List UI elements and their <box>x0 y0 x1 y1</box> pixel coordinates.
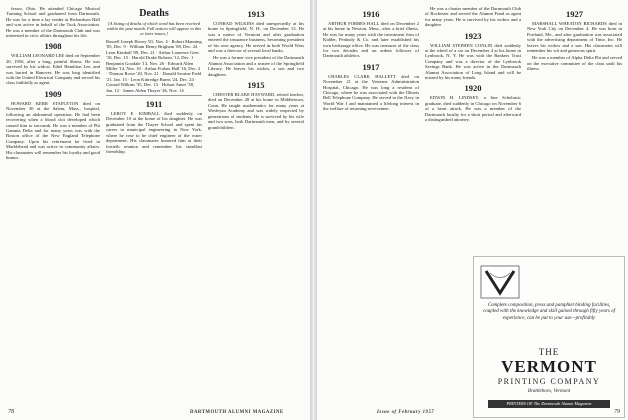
intro-paragraph: fessor, Ohio. He attended Chicago Musical Training School and graduated from Dartmouth. He was for a time a lay reader at Richardson Hall and was active in behalf of the Tuck Association. He was a member of the Dartmouth Club and was interested in civic affairs throughout his life. <box>6 6 100 39</box>
deaths-note: [A listing of deaths of which word has been received within the past month. Full notices will appear in this or later issues.] <box>106 21 202 36</box>
deaths-list: Russell Joseph Hovey '01, Nov. 4 · Robert Manning '05, Dec. 9 · William Henry Brigham '08, Dec. 24 · Leon Kimball '09, Dec. 21 · Arthur Laurence Geer '10, Dec. 15 · Harold Drake Roberts '12, Dec. 1 · Benjamin Goodale '13, Nov. 26 · Edward Allen Miller '14, Nov. 10 · Arthur Forbes Hall '16, Dec. 2 · Thomas Rowe '20, Nov. 21 · Donald Swaine Field '21, Jan. 13 · Leon Kittredge Burns '24, Dec. 24 · Conrad Wilkins '35, Dec. 13 · Hobart Ames '38, Jan. 12 · James Alden Thayer '46, Nov. 14 <box>106 39 202 93</box>
right-column-2 <box>425 6 521 256</box>
running-footer-left: DARTMOUTH ALUMNI MAGAZINE <box>190 410 284 415</box>
class-heading-1913: 1913 <box>247 9 265 19</box>
spine-gutter <box>310 0 317 420</box>
divider <box>106 95 202 96</box>
left-column-1 <box>6 6 100 162</box>
obituary-1909: HOWARD KERR STAPLETON died on November 30 at the Salem, Mass., hospital, following an abdominal operation. He had been recovering when a blood clot developed which caused him to succumb. He was a member of Phi Gamma Delta and for many years was with the Boston office of the New England Telephone Company. Upon his retirement he lived in Marblehead and was active in community affairs. His classmates will remember his loyalty and good humor. <box>6 100 100 160</box>
obituary-1923: WILLIAM STEPHEN CONLIN died suddenly at the wheel of a car on December 4 at his home in Lynbrook, N. Y. He was with the Bankers Trust Company and was a director of the Lynbrook Savings Bank. He was active in the Dartmouth Alumni Association of Long Island and will be missed by his many friends. <box>425 42 521 81</box>
class-heading-1917: 1917 <box>362 61 380 72</box>
page-number-left: 78 <box>8 409 14 415</box>
class-heading-1908: 1908 <box>44 41 62 52</box>
page-number-right: 79 <box>614 409 620 415</box>
class-heading-1911: 1911 <box>145 99 163 110</box>
obituary-1916: ARTHUR FORBES HALL died on December 2 at his home in Newton, Mass., after a brief illness. He was for many years with the investment firm of Kidder, Peabody & Co. and later established his own brokerage office. He was treasurer of the class for two decades and an ardent follower of Dartmouth athletics. <box>323 21 419 59</box>
class-heading-1916: 1916 <box>362 9 380 19</box>
running-footer-right: Issue of February 1957 <box>377 410 435 415</box>
obituary-1918-cont: He was a charter member of the Dartmouth Club of Rochester and served the Alumni Fund as agent for many years. He is survived by his widow and a daughter. <box>425 6 521 28</box>
right-page <box>317 0 628 420</box>
obituary-1920: EDWIN H. LINDSEY, a fine Scholastic graduate, died suddenly in Chicago on November 6 of a heart attack. He was a member of the Dartmouth faculty for a short period and afterward a distinguished attorney. <box>425 95 521 123</box>
ad-location: Brattleboro, Vermont <box>527 389 571 394</box>
class-heading-1909: 1909 <box>44 88 62 99</box>
ad-company-type: PRINTING COMPANY <box>497 377 601 386</box>
obituary-1908: WILLIAM LEONARD LEE died on September 20, 1956, after a long, painful illness. He was survived by his widow, Ethel Hamilton Lee, and was buried in Hanover. He was long identified with the United Electrical Company and served his class faithfully as agent. <box>6 53 100 86</box>
obituary-1927: MARSHALL WHEATON RICHARDS died in New York City on December 4. He was born in Portland, Me., and after graduation was associated with the advertising department of Time, Inc. He leaves his widow and a son. His classmates will remember his wit and generous spirit. <box>527 21 622 54</box>
obituary-1913: CONRAD WILKINS died unexpectedly at his home in Springfield, N. H., on December 13. He was a native of Vermont and after graduation entered the insurance business, becoming president of his own agency. He served in both World Wars and was a director of several local banks. <box>208 21 304 54</box>
obituary-1913-cont: He was a former vice president of the Dartmouth Alumni Association and a trustee of the Springfield Library. He leaves his widow, a son and two daughters. <box>208 55 304 77</box>
ad-the: THE <box>538 347 560 357</box>
vermont-printing-advertisement <box>473 256 625 418</box>
obituary-1911: LEROY E. KIMBALL died suddenly on December 10 at the home of his daughter. He was graduated from the Thayer School and spent his career in municipal engineering in New York, where he rose to be chief engineer of the water department. His classmates honored him at their fortieth reunion and remember his steadfast friendship. <box>106 111 202 154</box>
class-heading-1927: 1927 <box>566 9 583 19</box>
deaths-heading: Deaths <box>139 8 169 19</box>
printer-emblem-icon <box>480 265 520 299</box>
left-page <box>0 0 310 420</box>
ad-printers-band: PRINTERS OF The Dartmouth Alumni Magazine <box>488 400 610 408</box>
obituary-1917: CHARLES CLARK HALLETT died on November 21 at the Veterans Administration Hospital, Chicago. He was long a resident of Chicago, where he was associated with the Illinois Bell Telephone Company. He served in the Navy in World War I and maintained a lifelong interest in the welfare of returning servicemen. <box>323 73 419 112</box>
ad-tagline: Complete composition, press and pamphlet binding facilities, coupled with the knowledge and skill gained through fifty years of experience, can be put to your use—profitably <box>482 303 616 321</box>
right-column-1 <box>323 6 419 114</box>
obituary-1927-cont: He was a member of Alpha Delta Phi and served on the executive committee of the class until his illness. <box>527 55 622 72</box>
class-heading-1915: 1915 <box>247 80 265 91</box>
obituary-1915: CHESTER BLAKE HAYWARD, retired teacher, died on December 28 at his home in Middletown, Conn. He taught mathematics for many years at Wesleyan Academy and was widely respected by generations of students. He is survived by his wife and two sons, both Dartmouth men, and by several grandchildren. <box>208 92 304 130</box>
class-heading-1920: 1920 <box>464 83 482 94</box>
left-column-2 <box>106 6 202 156</box>
class-heading-1923: 1923 <box>464 30 482 41</box>
ad-company-name: VERMONT <box>501 357 597 376</box>
left-column-3 <box>208 6 304 132</box>
right-column-3 <box>527 6 622 256</box>
